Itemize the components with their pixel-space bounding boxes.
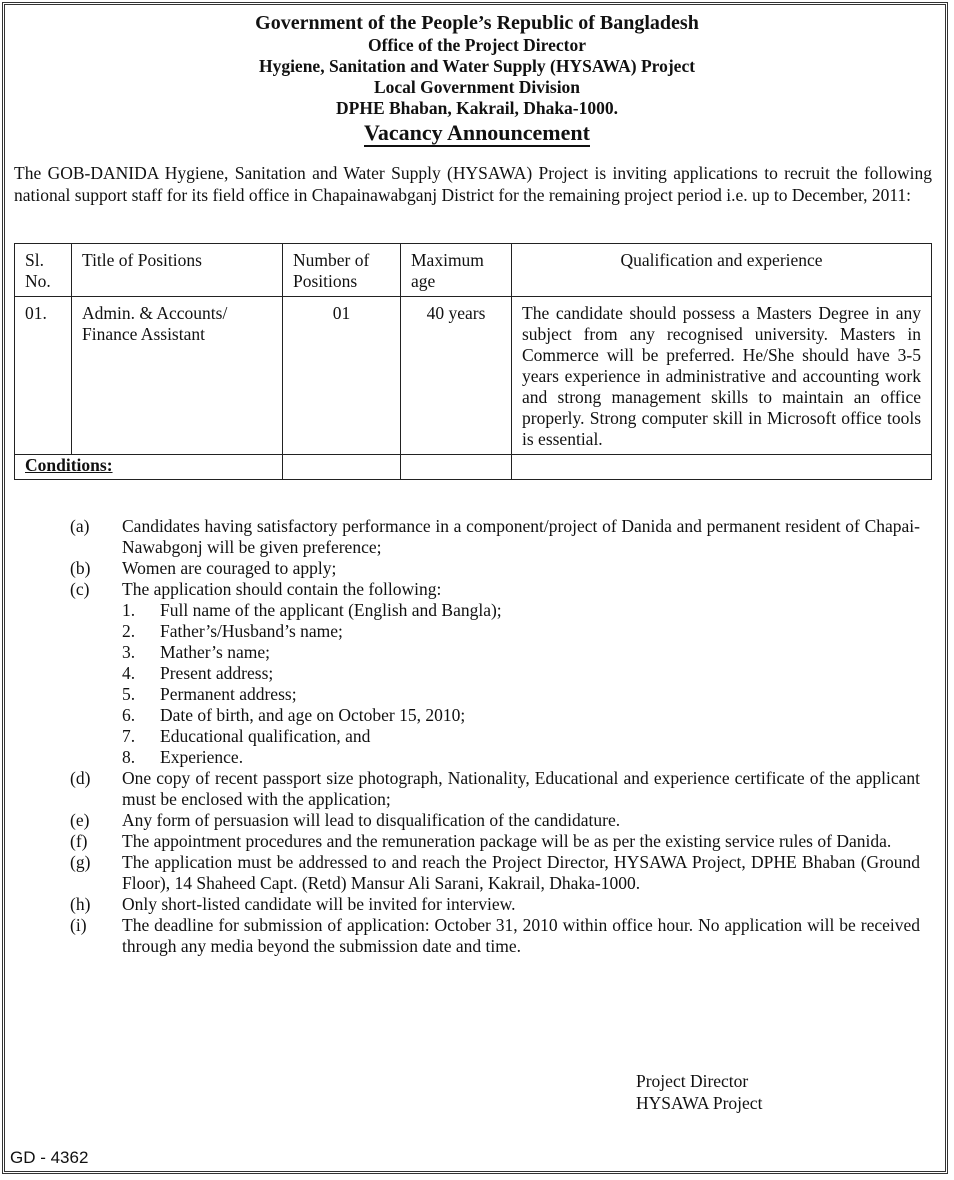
- header-number: Number of Positions: [283, 244, 401, 297]
- cell-qualification: The candidate should possess a Masters Degree in any subject from any recognised university. Masters in Commerce will be preferred. He/She should have 3-5 years experience in administrative and accounting work and strong management skills to maintain an office properly. Strong computer skill in Microsoft office tools is essential.: [512, 297, 932, 455]
- condition-c: [70, 579, 920, 600]
- cell-title: Admin. & Accounts/ Finance Assistant: [72, 297, 283, 455]
- condition-text: Women are couraged to apply;: [122, 558, 337, 578]
- list-item: [70, 747, 920, 768]
- list-item: [70, 621, 920, 642]
- item-number: 3.: [122, 642, 136, 662]
- condition-a: [70, 516, 920, 558]
- table-row: [15, 297, 932, 455]
- item-number: 2.: [122, 621, 136, 641]
- list-item: [70, 705, 920, 726]
- condition-label: (b): [70, 558, 91, 578]
- condition-text: One copy of recent passport size photograph, Nationality, Educational and experience certificate of the applicant must be enclosed with the application;: [122, 768, 920, 809]
- header-title: Title of Positions: [72, 244, 283, 297]
- conditions-row: [15, 455, 932, 480]
- condition-label: (g): [70, 852, 91, 872]
- header-division: Local Government Division: [373, 77, 581, 97]
- list-item: [70, 663, 920, 684]
- condition-text: The application must be addressed to and reach the Project Director, HYSAWA Project, DPHE Bhaban (Ground Floor), 14 Shaheed Capt. (Retd) Mansur Ali Sarani, Kakrail, Dhaka-1000.: [122, 852, 920, 893]
- item-text: Present address;: [160, 663, 274, 683]
- page-title: [0, 120, 954, 146]
- header-qualification: Qualification and experience: [512, 244, 932, 297]
- cell-sl: 01.: [15, 297, 72, 455]
- condition-text: The deadline for submission of application: October 31, 2010 within office hour. No application will be received through any media beyond the submission date and time.: [122, 915, 920, 956]
- condition-g: [70, 852, 920, 894]
- condition-f: [70, 831, 920, 852]
- list-item: [70, 600, 920, 621]
- item-text: Father’s/Husband’s name;: [160, 621, 343, 641]
- condition-b: [70, 558, 920, 579]
- list-item: [70, 726, 920, 747]
- item-text: Full name of the applicant (English and Bangla);: [160, 600, 502, 620]
- condition-text: The appointment procedures and the remuneration package will be as per the existing service rules of Danida.: [122, 831, 892, 851]
- conditions-cell: [15, 455, 283, 480]
- header-sl: Sl. No.: [15, 244, 72, 297]
- item-text: Permanent address;: [160, 684, 297, 704]
- intro-paragraph: The GOB-DANIDA Hygiene, Sanitation and Water Supply (HYSAWA) Project is inviting applications to recruit the following national support staff for its field office in Chapainawabganj District for the remaining project period i.e. up to December, 2011:: [14, 163, 932, 205]
- empty-cell: [401, 455, 512, 480]
- conditions-title: Conditions:: [25, 455, 113, 475]
- condition-label: (e): [70, 810, 90, 830]
- condition-d: [70, 768, 920, 810]
- condition-text: Any form of persuasion will lead to disqualification of the candidature.: [122, 810, 621, 830]
- condition-label: (c): [70, 579, 90, 599]
- positions-table: [14, 243, 932, 480]
- item-number: 6.: [122, 705, 136, 725]
- signature-project: HYSAWA Project: [636, 1093, 763, 1113]
- item-number: 4.: [122, 663, 136, 683]
- item-number: 1.: [122, 600, 136, 620]
- condition-label: (d): [70, 768, 91, 788]
- condition-h: [70, 894, 920, 915]
- signature-title: Project Director: [636, 1071, 749, 1091]
- item-text: Date of birth, and age on October 15, 2010;: [160, 705, 466, 725]
- item-number: 5.: [122, 684, 136, 704]
- list-item: [70, 684, 920, 705]
- list-item: [70, 642, 920, 663]
- header-office: Office of the Project Director: [368, 35, 586, 55]
- document-code: GD - 4362: [10, 1148, 89, 1167]
- header-government: Government of the People’s Republic of Bangladesh: [255, 12, 699, 34]
- condition-text: The application should contain the following:: [122, 579, 442, 599]
- condition-i: [70, 915, 920, 957]
- condition-label: (f): [70, 831, 88, 851]
- empty-cell: [283, 455, 401, 480]
- page-title-text: Vacancy Announcement: [364, 120, 590, 145]
- header-address: DPHE Bhaban, Kakrail, Dhaka-1000.: [336, 98, 618, 118]
- item-number: 7.: [122, 726, 136, 746]
- table-header-row: [15, 244, 932, 297]
- condition-e: [70, 810, 920, 831]
- condition-label: (h): [70, 894, 91, 914]
- condition-text: Candidates having satisfactory performance in a component/project of Danida and permanent resident of Chapai-Nawabgonj will be given preference;: [122, 516, 920, 557]
- condition-label: (i): [70, 915, 87, 935]
- condition-label: (a): [70, 516, 90, 536]
- item-text: Educational qualification, and: [160, 726, 371, 746]
- header-project: Hygiene, Sanitation and Water Supply (HYSAWA) Project: [258, 56, 696, 76]
- cell-number: 01: [283, 297, 401, 455]
- item-text: Experience.: [160, 747, 244, 767]
- item-text: Mather’s name;: [160, 642, 270, 662]
- cell-age: 40 years: [401, 297, 512, 455]
- empty-cell: [512, 455, 932, 480]
- conditions-list: [70, 516, 920, 957]
- condition-text: Only short-listed candidate will be invited for interview.: [122, 894, 516, 914]
- signature-block: [636, 1070, 762, 1114]
- header-age: Maximum age: [401, 244, 512, 297]
- item-number: 8.: [122, 747, 136, 767]
